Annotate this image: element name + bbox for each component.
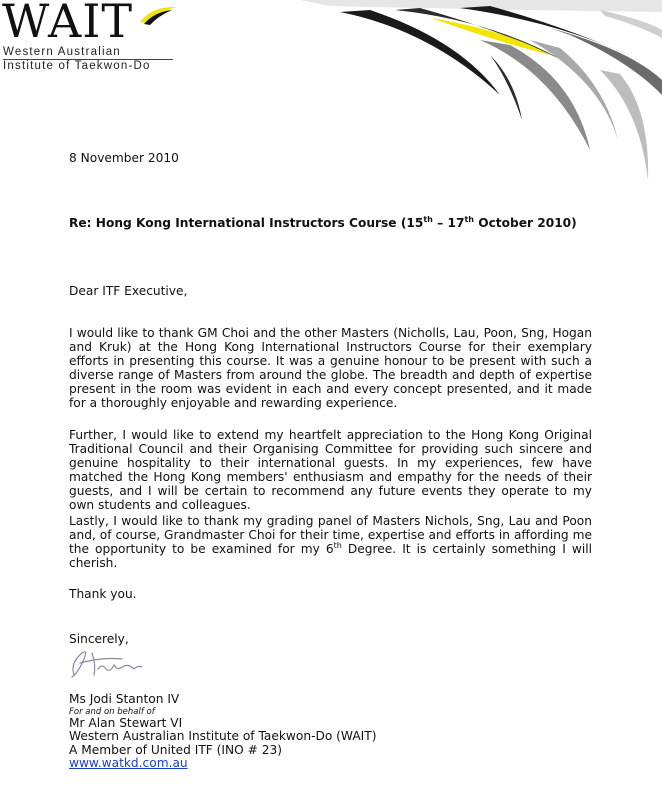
salutation: Dear ITF Executive, [69, 284, 188, 298]
representative-name: Mr Alan Stewart VI [69, 715, 183, 730]
paragraph-1: I would like to thank GM Choi and the other Masters (Nicholls, Lau, Poon, Sng, Hogan and Kruk) at the Hong Kong International Instructors Course for their exemplary efforts in presenting this course. It was a genuine honour to be present with such a diverse range of Masters from around the globe. The breadth and depth of expertise present in the room was evident in each and every concept presented, and it made for a thoroughly enjoyable and rewarding experience. [69, 326, 592, 410]
logo-line-institute: Institute of Taekwon-Do [3, 60, 151, 72]
taekwondo-kick-icon [138, 4, 178, 26]
membership-line: A Member of United ITF (INO # 23) [69, 742, 282, 757]
subject-main: Re: Hong Kong International Instructors Course (15 [69, 216, 424, 230]
letter-date: 8 November 2010 [69, 151, 179, 165]
website-link[interactable]: www.watkd.com.au [69, 756, 188, 770]
subject-mid: – 17 [432, 216, 465, 230]
paragraph-3-superscript: th [333, 540, 342, 550]
letter-subject [69, 216, 592, 230]
handwritten-signature [62, 645, 152, 681]
signatory-name: Ms Jodi Stanton IV [69, 692, 180, 706]
paragraph-2: Further, I would like to extend my heartfelt appreciation to the Hong Kong Original Traditional Council and their Organising Committee for providing such sincere and genuine hospitality to their international guests. In my experiences, few have matched the Hong Kong members' enthusiasm and empathy for the needs of their guests, and I will be certain to recommend any future events they operate to my own students and colleagues. [69, 428, 592, 512]
organisation-name: Western Australian Institute of Taekwon-Do (WAIT) [69, 729, 377, 743]
subject-end: October 2010) [473, 216, 577, 230]
subject-superscript-2: th [464, 214, 474, 224]
logo-line-western-australian: Western Australian [3, 46, 121, 58]
paragraph-3-text-b: Degree. It is certainly something I will cherish. [69, 542, 592, 570]
paragraph-3-text-a: Lastly, I would like to thank my grading panel of Masters Nichols, Sng, Lau and Poon and, of course, Grandmaster Choi for their time, expertise and efforts in affording me the opportunity to be examined for my 6 [69, 514, 592, 556]
signature-block [69, 693, 592, 771]
thank-you-line: Thank you. [69, 587, 137, 601]
paragraph-3 [69, 514, 592, 570]
on-behalf-note: For and on behalf of [69, 706, 155, 717]
logo-wordmark: WAIT [2, 0, 134, 48]
closing-sincerely: Sincerely, [69, 632, 129, 646]
wait-logo [0, 0, 200, 80]
subject-superscript-1: th [423, 214, 433, 224]
